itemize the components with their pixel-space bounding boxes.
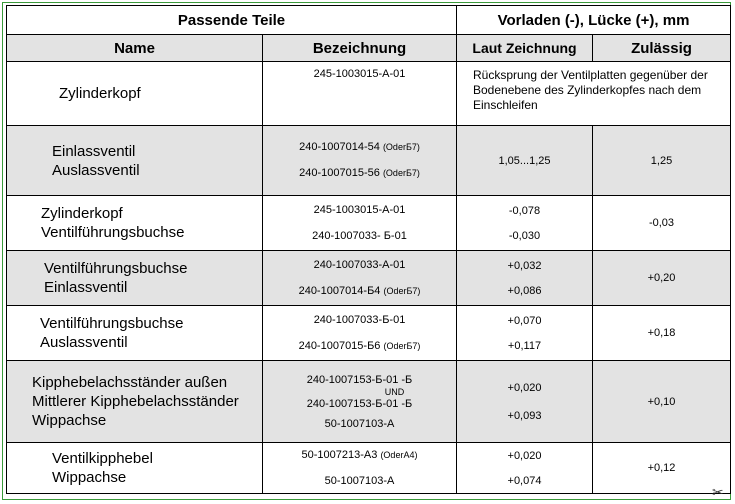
part-code-cell [263,196,457,251]
code-note: (OderБ7) [382,168,420,178]
part-code: 50-1007103-A [324,417,395,430]
laut-cell [457,251,593,306]
part-name: Ventilführungsbuchse [41,224,185,241]
part-code-cell [263,443,457,494]
header-passende-teile: Passende Teile [7,6,457,35]
part-code: 245-1003015-A-01 [313,203,406,216]
code-note: (OderБ7) [383,285,421,296]
header-vorladen: Vorladen (-), Lücke (+), mm [457,6,731,35]
part-name: Einlassventil [44,279,128,296]
laut-value: +0,020 [507,449,542,462]
part-code-cell [263,361,457,443]
part-name-cell [7,361,263,443]
header-zulaessig: Zulässig [593,35,731,62]
header-bezeichnung: Bezeichnung [263,35,457,62]
laut-value: +0,070 [507,314,542,327]
zul-cell: +0,12 [593,443,731,494]
tools-icon: ✂ [712,484,724,500]
part-name-cell [7,126,263,196]
part-code: 240-1007033- Б-01 [312,229,407,242]
table-row [7,196,731,251]
zul-cell: +0,20 [593,251,731,306]
part-name: Ventilführungsbuchse [44,260,188,277]
part-code: 50-1007213-A3 [301,448,378,461]
table-row [7,306,731,361]
part-name-cell [7,62,263,126]
part-name: Einlassventil [52,142,136,160]
code-note: (OderA4) [380,449,418,460]
laut-value: 1,05...1,25 [498,154,551,167]
part-code: 240-1007015-56 [299,167,380,179]
part-code-cell [263,126,457,196]
laut-value: +0,086 [507,284,542,297]
table-row [7,126,731,196]
part-name-cell [7,443,263,494]
note-cell: Rücksprung der Ventilplatten gegenüber der Bodenebene des Zylinderkopfes nach dem Einschleifen [457,62,731,126]
und-label: UND [384,386,405,397]
zul-cell: +0,18 [593,306,731,361]
laut-value: +0,117 [507,339,542,352]
table-row [7,443,731,494]
part-name: Wippachse [52,469,127,486]
table-row [7,361,731,443]
laut-cell [457,361,593,443]
laut-cell [457,196,593,251]
part-code: 240-1007014-54 [299,141,380,153]
part-name-cell [7,196,263,251]
zul-cell: +0,10 [593,361,731,443]
code-note: (OderБ7) [382,142,420,152]
part-name: Zylinderkopf [41,205,123,222]
table-row [7,251,731,306]
part-name: Ventilführungsbuchse [40,315,184,332]
laut-value: +0,020 [507,381,542,394]
part-code: 240-1007153-Б-01 -Б [306,373,413,386]
parts-table [6,5,731,494]
part-code: 50-1007103-A [324,474,395,487]
laut-cell [457,443,593,494]
laut-value: +0,074 [507,474,542,487]
part-code: 240-1007033-Б-01 [313,313,406,326]
part-name: Kipphebelachsständer außen [32,374,228,391]
zul-cell: 1,25 [593,126,731,196]
header-laut-zeichnung: Laut Zeichnung [457,35,593,62]
part-name: Zylinderkopf [59,85,141,102]
laut-value: -0,078 [508,204,541,217]
laut-cell [457,126,593,196]
header-name: Name [7,35,263,62]
part-code-cell [263,251,457,306]
laut-cell [457,306,593,361]
part-code: 240-1007015-Б6 [298,339,381,352]
part-name: Wippachse [32,412,107,429]
part-code-cell [263,62,457,126]
part-name: Auslassventil [52,161,140,179]
table-row [7,62,731,126]
code-note: (OderБ7) [383,340,421,351]
part-code: 245-1003015-A-01 [313,68,406,80]
laut-value: -0,030 [508,229,541,242]
part-code: 240-1007033-A-01 [313,258,406,271]
part-name-cell [7,306,263,361]
part-code-cell [263,306,457,361]
laut-value: +0,093 [507,409,542,422]
laut-value: +0,032 [507,259,542,272]
part-name: Ventilkipphebel [52,450,153,467]
part-name-cell [7,251,263,306]
part-code: 240-1007153-Б-01 -Б [306,397,413,410]
part-name: Mittlerer Kipphebelachsständer [32,393,239,410]
part-name: Auslassventil [40,334,128,351]
zul-cell: -0,03 [593,196,731,251]
part-code: 240-1007014-Б4 [298,284,381,297]
